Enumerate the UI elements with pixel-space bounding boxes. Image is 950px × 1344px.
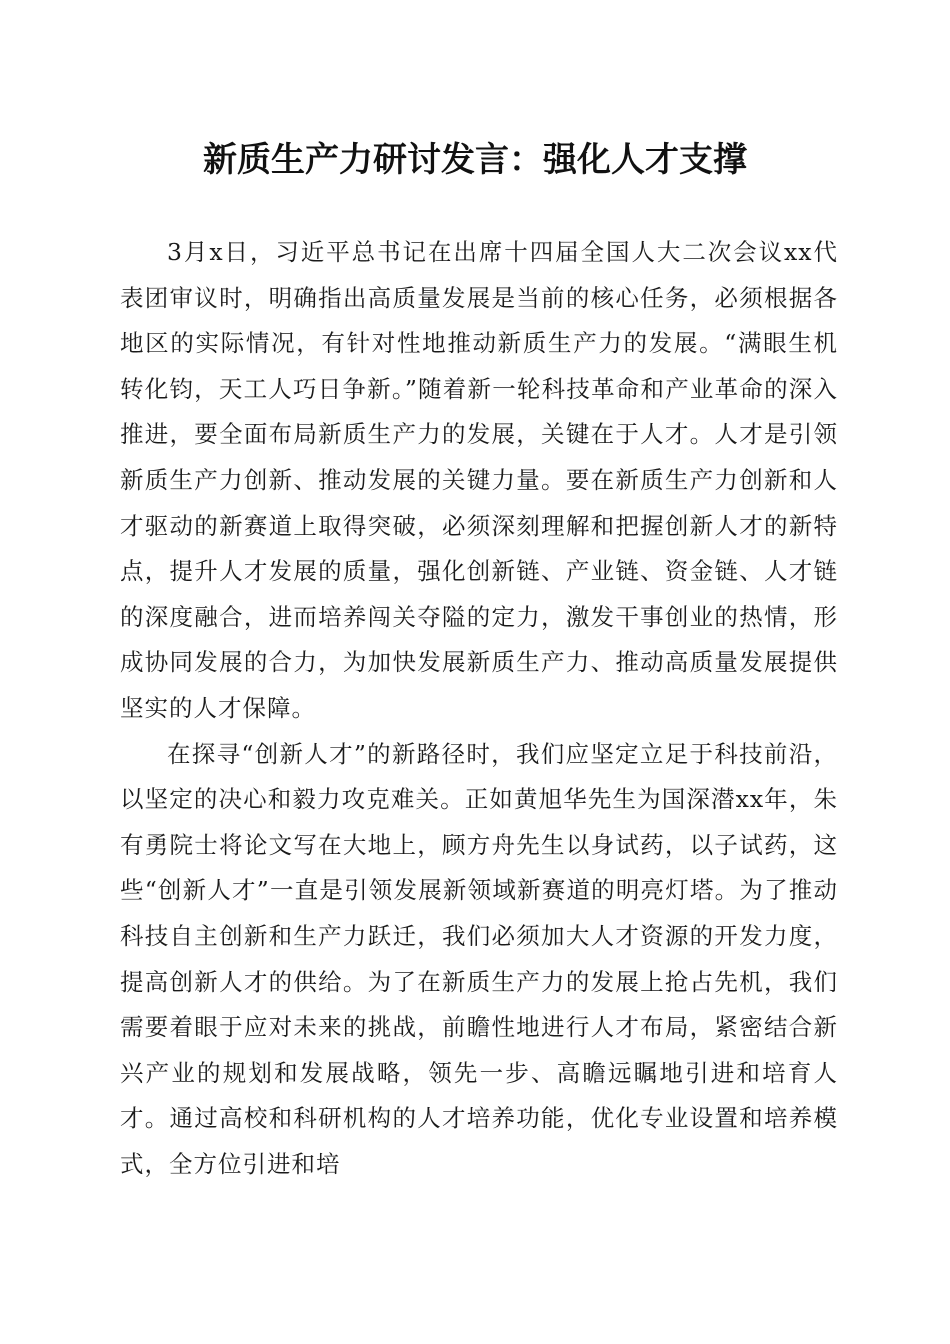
document-title: 新质生产力研讨发言：强化人才支撑 (203, 140, 747, 180)
paragraph-2: 在探寻“创新人才”的新路径时，我们应坚定立足于科技前沿，以坚定的决心和毅力攻克难关。正如黄旭华先生为国深潜xx年，朱有勇院士将论文写在大地上，顾方舟先生以身试药，以子试药，这些“创新人才”一直是引领发展新领域新赛道的明亮灯塔。为了推动科技自主创新和生产力跃迁，我们必须加大人才资源的开发力度，提高创新人才的供给。为了在新质生产力的发展上抢占先机，我们需要着眼于应对未来的挑战，前瞻性地进行人才布局，紧密结合新兴产业的规划和发展战略，领先一步、高瞻远瞩地引进和培育人才。通过高校和科研机构的人才培养功能，优化专业设置和培养模式，全方位引进和培 (120, 739, 838, 1178)
paragraph-1: 3月x日，习近平总书记在出席十四届全国人大二次会议xx代表团审议时，明确指出高质量发展是当前的核心任务，必须根据各地区的实际情况，有针对性地推动新质生产力的发展。“满眼生机转化钧，天工人巧日争新。”随着新一轮科技革命和产业革命的深入推进，要全面布局新质生产力的发展，关键在于人才。人才是引领新质生产力创新、推动发展的关键力量。要在新质生产力创新和人才驱动的新赛道上取得突破，必须深刻理解和把握创新人才的新特点，提升人才发展的质量，强化创新链、产业链、资金链、人才链的深度融合，进而培养闯关夺隘的定力，激发干事创业的热情，形成协同发展的合力，为加快发展新质生产力、推动高质量发展提供坚实的人才保障。 (120, 238, 838, 722)
document-body (120, 230, 838, 1187)
